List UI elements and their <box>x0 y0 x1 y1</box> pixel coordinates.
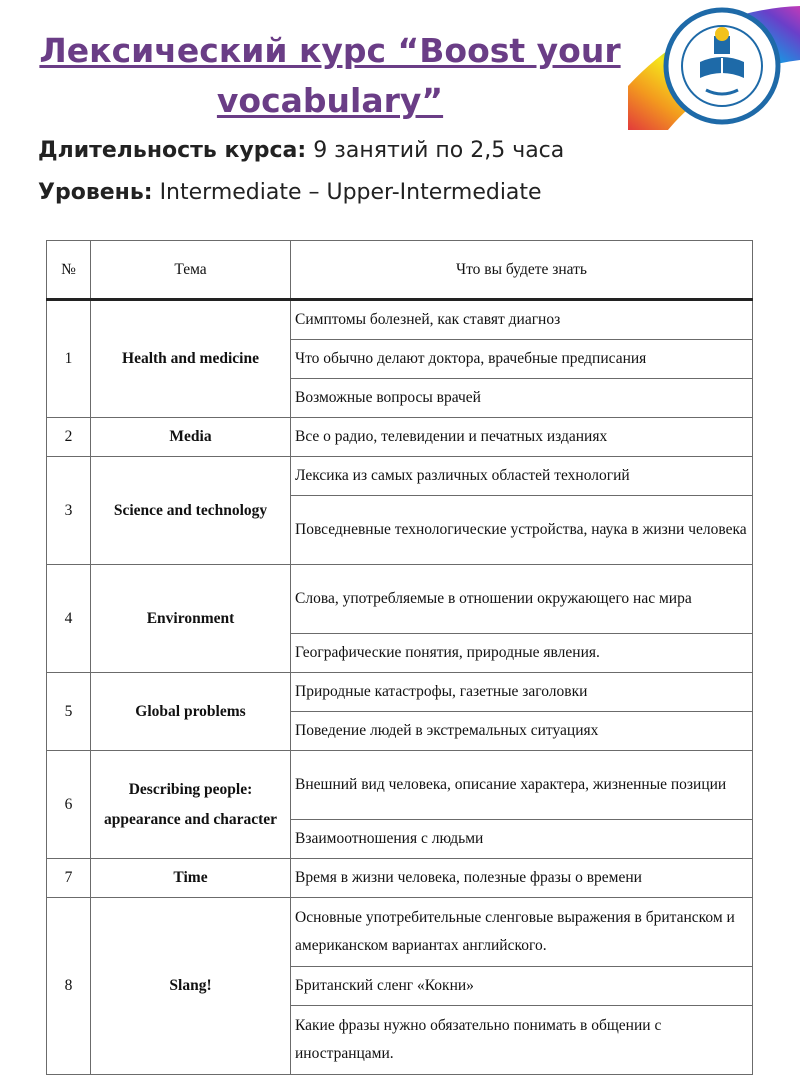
row-topic: Global problems <box>91 673 291 751</box>
duration-label: Длительность курса: <box>38 138 307 163</box>
row-topic: Time <box>91 859 291 898</box>
row-topic: Media <box>91 418 291 457</box>
header-topic: Тема <box>91 241 291 300</box>
title-line-2: vocabulary” <box>216 81 444 120</box>
row-topic: Slang! <box>91 898 291 1075</box>
table-row <box>47 859 753 898</box>
row-topic: Science and technology <box>91 457 291 565</box>
row-item: Время в жизни человека, полезные фразы о времени <box>291 859 753 898</box>
table-row <box>47 300 753 340</box>
row-number: 5 <box>47 673 91 751</box>
table-row <box>47 457 753 496</box>
row-topic: Health and medicine <box>91 300 291 418</box>
table-row <box>47 418 753 457</box>
table-row <box>47 673 753 712</box>
row-topic: Describing people: appearance and character <box>91 751 291 859</box>
row-number: 4 <box>47 565 91 673</box>
duration-value: 9 занятий по 2,5 часа <box>306 138 565 163</box>
row-number: 2 <box>47 418 91 457</box>
table-row <box>47 565 753 634</box>
row-item: Лексика из самых различных областей технологий <box>291 457 753 496</box>
row-item: Что обычно делают доктора, врачебные предписания <box>291 340 753 379</box>
row-item: Какие фразы нужно обязательно понимать в общении с иностранцами. <box>291 1006 753 1075</box>
row-item: Слова, употребляемые в отношении окружающего нас мира <box>291 565 753 634</box>
row-topic: Environment <box>91 565 291 673</box>
row-item: Природные катастрофы, газетные заголовки <box>291 673 753 712</box>
level-label: Уровень: <box>38 180 153 205</box>
row-item: Внешний вид человека, описание характера, жизненные позиции <box>291 751 753 820</box>
row-item: Поведение людей в экстремальных ситуациях <box>291 712 753 751</box>
row-item: Британский сленг «Кокни» <box>291 967 753 1006</box>
course-table <box>46 240 753 1075</box>
row-item: Взаимоотношения с людьми <box>291 820 753 859</box>
row-number: 1 <box>47 300 91 418</box>
row-item: Географические понятия, природные явления. <box>291 634 753 673</box>
school-logo <box>662 6 782 126</box>
row-item: Все о радио, телевидении и печатных изданиях <box>291 418 753 457</box>
header-outcomes: Что вы будете знать <box>291 241 753 300</box>
row-number: 7 <box>47 859 91 898</box>
row-item: Повседневные технологические устройства, наука в жизни человека <box>291 496 753 565</box>
row-number: 6 <box>47 751 91 859</box>
page-title <box>0 26 660 126</box>
row-number: 8 <box>47 898 91 1075</box>
row-item: Возможные вопросы врачей <box>291 379 753 418</box>
level-value: Intermediate – Upper-Intermediate <box>152 180 542 205</box>
course-level <box>38 180 542 205</box>
row-number: 3 <box>47 457 91 565</box>
table-row <box>47 898 753 967</box>
table-header-row <box>47 241 753 300</box>
header-number: № <box>47 241 91 300</box>
title-line-1: Лексический курс “Boost your <box>39 31 621 70</box>
table-row <box>47 751 753 820</box>
row-item: Основные употребительные сленговые выражения в британском и американском вариантах английского. <box>291 898 753 967</box>
course-duration <box>38 138 564 163</box>
row-item: Симптомы болезней, как ставят диагноз <box>291 300 753 340</box>
